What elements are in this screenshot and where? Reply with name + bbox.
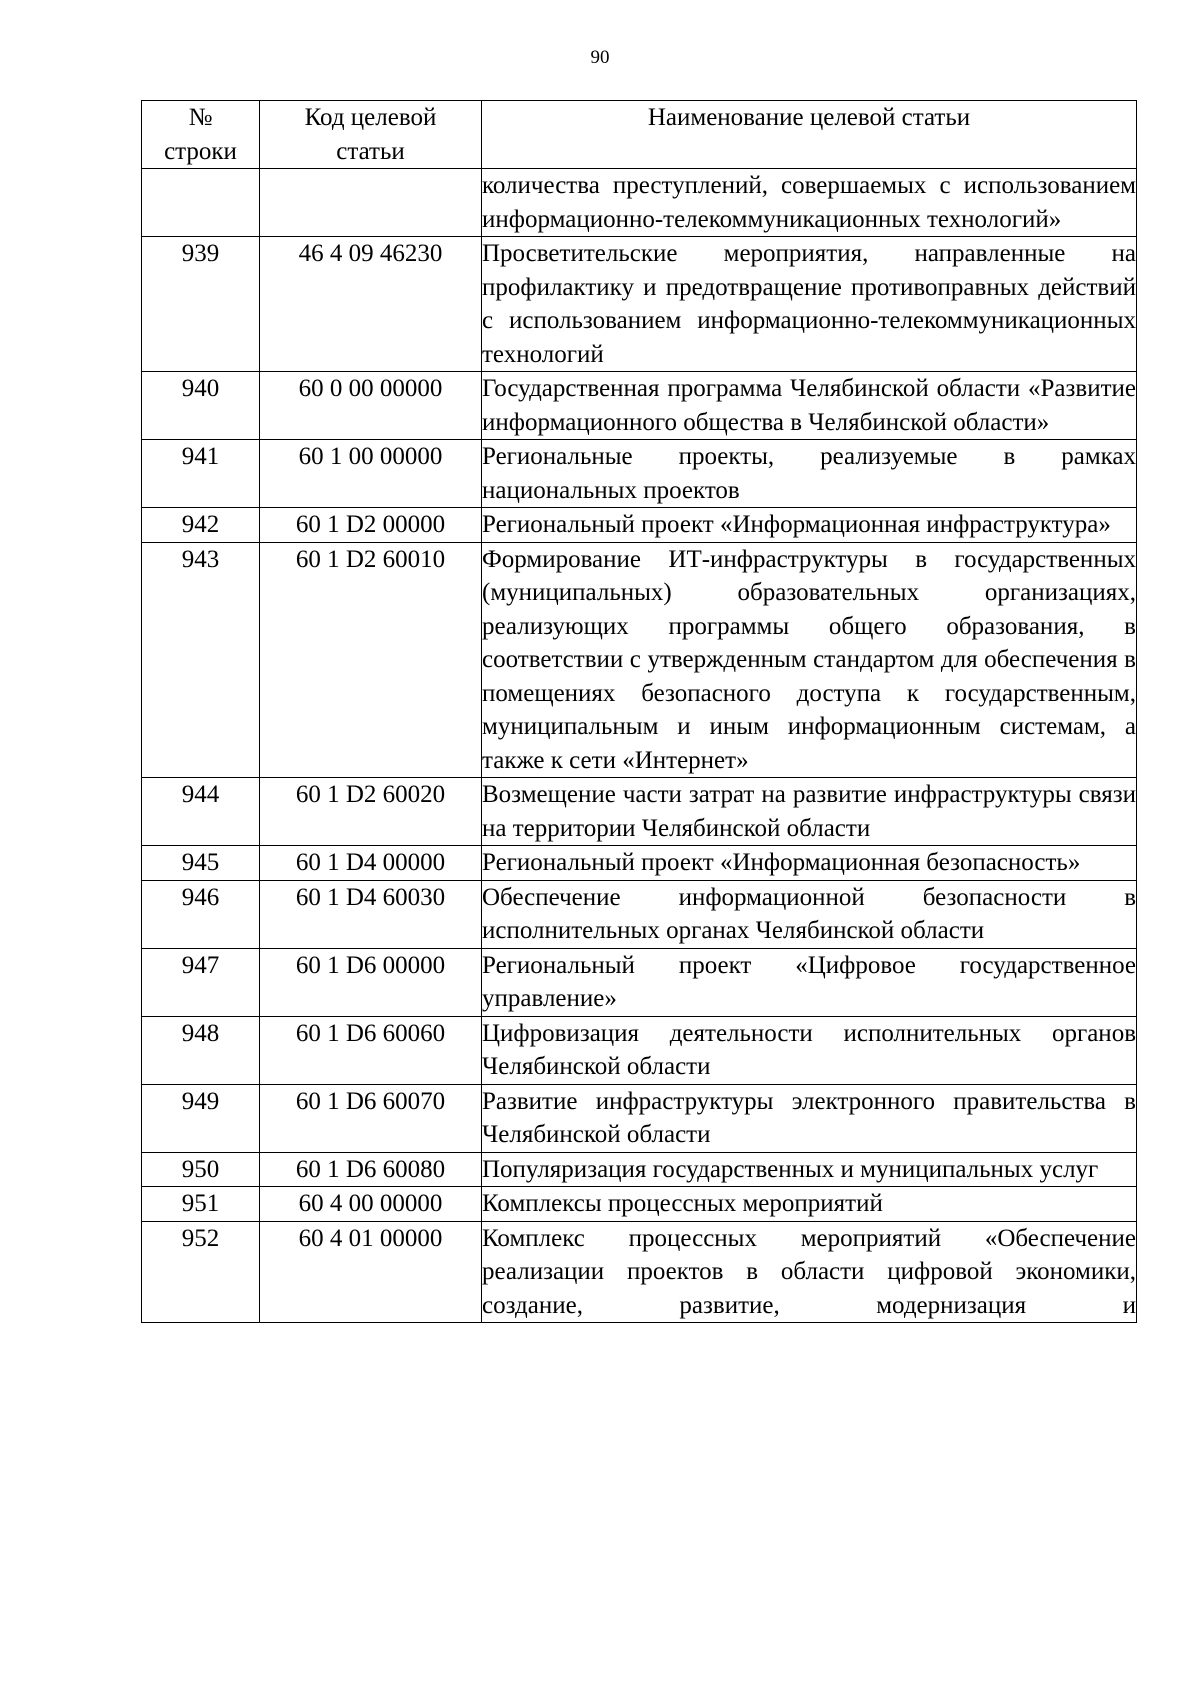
row-number-cell: 948 bbox=[142, 1016, 260, 1084]
article-name-cell: Комплекс процессных мероприятий «Обеспечение реализации проектов в области цифровой экономики, создание, развитие, модернизация и bbox=[482, 1221, 1137, 1323]
row-number-cell: 949 bbox=[142, 1084, 260, 1152]
article-name-cell: Развитие инфраструктуры электронного правительства в Челябинской области bbox=[482, 1084, 1137, 1152]
article-code-cell: 60 4 00 00000 bbox=[260, 1187, 482, 1222]
row-number-cell: 952 bbox=[142, 1221, 260, 1323]
table-row bbox=[142, 542, 1137, 778]
header-row-number bbox=[142, 101, 260, 169]
row-number-cell: 940 bbox=[142, 372, 260, 440]
article-name-cell: количества преступлений, совершаемых с использованием информационно-телекоммуникационных технологий» bbox=[482, 169, 1137, 237]
article-code-cell: 60 1 D6 60060 bbox=[260, 1016, 482, 1084]
row-number-cell: 943 bbox=[142, 542, 260, 778]
table-row bbox=[142, 1016, 1137, 1084]
row-number-cell: 947 bbox=[142, 948, 260, 1016]
article-name-cell: Региональный проект «Информационная безопасность» bbox=[482, 846, 1137, 881]
article-code-cell: 60 4 01 00000 bbox=[260, 1221, 482, 1323]
article-name-cell: Региональные проекты, реализуемые в рамках национальных проектов bbox=[482, 440, 1137, 508]
row-number-cell: 945 bbox=[142, 846, 260, 881]
article-name-cell: Обеспечение информационной безопасности в исполнительных органах Челябинской области bbox=[482, 880, 1137, 948]
table-body bbox=[142, 169, 1137, 1323]
header-article-name bbox=[482, 101, 1137, 169]
table-row bbox=[142, 1221, 1137, 1323]
row-number-cell bbox=[142, 169, 260, 237]
article-name-cell: Региональный проект «Цифровое государственное управление» bbox=[482, 948, 1137, 1016]
table-row bbox=[142, 440, 1137, 508]
table-row bbox=[142, 169, 1137, 237]
table-row bbox=[142, 237, 1137, 372]
header-article-code-label: Код целевой статьи bbox=[304, 104, 437, 165]
header-article-name-label: Наименование целевой статьи bbox=[647, 104, 971, 131]
row-number-cell: 950 bbox=[142, 1152, 260, 1187]
table-row bbox=[142, 846, 1137, 881]
article-name-cell: Популяризация государственных и муниципальных услуг bbox=[482, 1152, 1137, 1187]
table-row bbox=[142, 1084, 1137, 1152]
article-code-cell: 60 1 D2 00000 bbox=[260, 508, 482, 543]
article-code-cell: 60 1 D4 00000 bbox=[260, 846, 482, 881]
article-code-cell: 60 1 D6 60070 bbox=[260, 1084, 482, 1152]
article-name-cell: Просветительские мероприятия, направленные на профилактику и предотвращение противоправных действий с использованием информационно-телекоммуникационных технологий bbox=[482, 237, 1137, 372]
row-number-cell: 951 bbox=[142, 1187, 260, 1222]
row-number-cell: 942 bbox=[142, 508, 260, 543]
row-number-cell: 944 bbox=[142, 778, 260, 846]
table-row bbox=[142, 880, 1137, 948]
table-row bbox=[142, 948, 1137, 1016]
article-code-cell: 60 1 D2 60020 bbox=[260, 778, 482, 846]
table-row bbox=[142, 1187, 1137, 1222]
article-code-cell: 60 1 D6 00000 bbox=[260, 948, 482, 1016]
header-row-number-label: № строки bbox=[164, 104, 237, 165]
page-number: 90 bbox=[590, 47, 610, 68]
article-name-cell: Комплексы процессных мероприятий bbox=[482, 1187, 1137, 1222]
table-row bbox=[142, 778, 1137, 846]
article-code-cell: 46 4 09 46230 bbox=[260, 237, 482, 372]
table-row bbox=[142, 372, 1137, 440]
article-name-cell: Цифровизация деятельности исполнительных органов Челябинской области bbox=[482, 1016, 1137, 1084]
article-code-cell: 60 0 00 00000 bbox=[260, 372, 482, 440]
table-row bbox=[142, 508, 1137, 543]
article-code-cell bbox=[260, 169, 482, 237]
article-name-cell: Региональный проект «Информационная инфраструктура» bbox=[482, 508, 1137, 543]
article-name-cell: Формирование ИТ-инфраструктуры в государственных (муниципальных) образовательных организациях, реализующих программы общего образования, в соответствии с утвержденным стандартом для обеспечения в помещениях безопасного доступа к государственным, муниципальным и иным информационным системам, а также к сети «Интернет» bbox=[482, 542, 1137, 778]
target-articles-table bbox=[141, 100, 1137, 1323]
table-row bbox=[142, 1152, 1137, 1187]
table-header-row bbox=[142, 101, 1137, 169]
article-code-cell: 60 1 D6 60080 bbox=[260, 1152, 482, 1187]
article-code-cell: 60 1 D4 60030 bbox=[260, 880, 482, 948]
article-code-cell: 60 1 00 00000 bbox=[260, 440, 482, 508]
row-number-cell: 939 bbox=[142, 237, 260, 372]
article-name-cell: Возмещение части затрат на развитие инфраструктуры связи на территории Челябинской области bbox=[482, 778, 1137, 846]
row-number-cell: 946 bbox=[142, 880, 260, 948]
article-code-cell: 60 1 D2 60010 bbox=[260, 542, 482, 778]
header-article-code bbox=[260, 101, 482, 169]
row-number-cell: 941 bbox=[142, 440, 260, 508]
article-name-cell: Государственная программа Челябинской области «Развитие информационного общества в Челябинской области» bbox=[482, 372, 1137, 440]
